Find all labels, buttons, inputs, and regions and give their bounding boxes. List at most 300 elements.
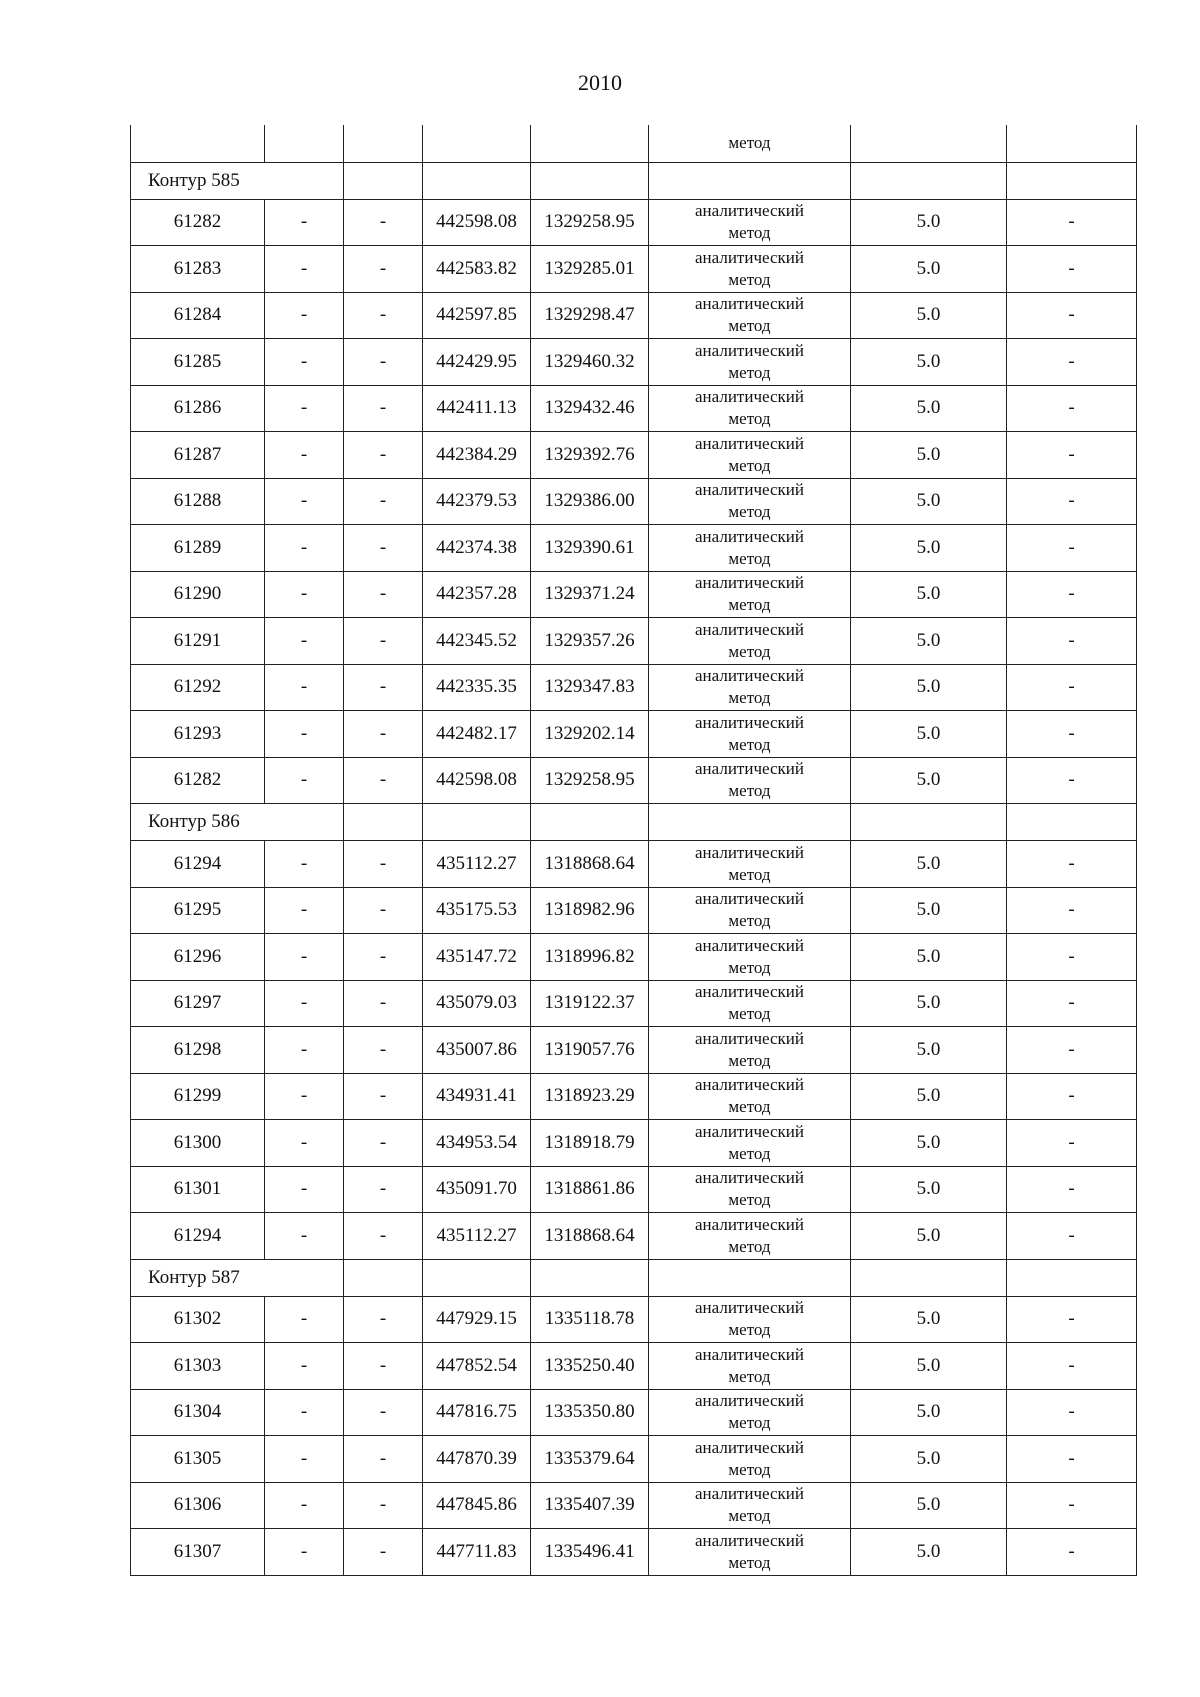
empty-dash-cell: -: [344, 571, 423, 618]
point-id-cell: 61287: [131, 432, 265, 479]
y-coordinate-cell: 1318868.64: [531, 1213, 649, 1260]
empty-dash-cell: -: [1007, 1296, 1137, 1343]
empty-dash-cell: -: [265, 1073, 344, 1120]
empty-dash-cell: -: [1007, 246, 1137, 293]
empty-dash-cell: -: [344, 246, 423, 293]
method-line-1: аналитический: [695, 1391, 804, 1411]
y-coordinate-cell: 1329285.01: [531, 246, 649, 293]
method-line-2: метод: [728, 1004, 771, 1024]
method-line-1: аналитический: [695, 1344, 804, 1364]
point-id-cell: 61288: [131, 478, 265, 525]
x-coordinate-cell: 442357.28: [423, 571, 531, 618]
empty-dash-cell: -: [344, 432, 423, 479]
empty-dash-cell: -: [1007, 1482, 1137, 1529]
empty-dash-cell: -: [265, 1389, 344, 1436]
method-line-2: метод: [728, 455, 771, 475]
accuracy-cell: 5.0: [851, 618, 1007, 665]
method-cell: [649, 1436, 851, 1483]
method-line-2: метод: [728, 957, 771, 977]
accuracy-cell: 5.0: [851, 1389, 1007, 1436]
empty-dash-cell: -: [344, 478, 423, 525]
empty-dash-cell: -: [344, 339, 423, 386]
contour-header-row: [131, 1259, 1137, 1296]
y-coordinate-cell: 1335496.41: [531, 1529, 649, 1576]
x-coordinate-cell: 442345.52: [423, 618, 531, 665]
x-coordinate-cell: 435079.03: [423, 980, 531, 1027]
accuracy-cell: 5.0: [851, 1027, 1007, 1074]
method-line-2: метод: [728, 1506, 771, 1526]
method-line-1: аналитический: [695, 1168, 804, 1188]
x-coordinate-cell: 442597.85: [423, 292, 531, 339]
point-id-cell: 61285: [131, 339, 265, 386]
table-row: [131, 841, 1137, 888]
method-line-1: аналитический: [695, 340, 804, 360]
point-id-cell: 61300: [131, 1120, 265, 1167]
table-row: [131, 664, 1137, 711]
empty-dash-cell: -: [1007, 1343, 1137, 1390]
method-cell: [649, 934, 851, 981]
x-coordinate-cell: 447845.86: [423, 1482, 531, 1529]
empty-dash-cell: -: [1007, 664, 1137, 711]
method-line-1: аналитический: [695, 573, 804, 593]
point-id-cell: 61295: [131, 887, 265, 934]
y-coordinate-cell: 1329202.14: [531, 711, 649, 758]
x-coordinate-cell: 442598.08: [423, 199, 531, 246]
method-line-1: аналитический: [695, 294, 804, 314]
method-line-2: метод: [728, 362, 771, 382]
y-coordinate-cell: 1319122.37: [531, 980, 649, 1027]
empty-dash-cell: -: [265, 292, 344, 339]
table-row: [131, 1343, 1137, 1390]
point-id-cell: 61292: [131, 664, 265, 711]
method-cell: [649, 199, 851, 246]
method-line-2: метод: [728, 1050, 771, 1070]
y-coordinate-cell: 1329371.24: [531, 571, 649, 618]
method-line-1: аналитический: [695, 1484, 804, 1504]
table-row: [131, 1296, 1137, 1343]
empty-dash-cell: -: [265, 1213, 344, 1260]
method-line-2: метод: [728, 595, 771, 615]
y-coordinate-cell: 1318996.82: [531, 934, 649, 981]
table-row: [131, 292, 1137, 339]
empty-dash-cell: -: [1007, 478, 1137, 525]
empty-dash-cell: -: [265, 525, 344, 572]
table-row: [131, 525, 1137, 572]
method-cell: [649, 1529, 851, 1576]
point-id-cell: 61298: [131, 1027, 265, 1074]
method-line-1: аналитический: [695, 247, 804, 267]
accuracy-cell: 5.0: [851, 757, 1007, 804]
accuracy-cell: 5.0: [851, 385, 1007, 432]
point-id-cell: 61289: [131, 525, 265, 572]
method-cell: [649, 1166, 851, 1213]
point-id-cell: 61294: [131, 1213, 265, 1260]
accuracy-cell: 5.0: [851, 571, 1007, 618]
empty-dash-cell: -: [1007, 1213, 1137, 1260]
empty-dash-cell: -: [344, 757, 423, 804]
x-coordinate-cell: 442598.08: [423, 757, 531, 804]
y-coordinate-cell: 1318982.96: [531, 887, 649, 934]
y-coordinate-cell: 1318923.29: [531, 1073, 649, 1120]
empty-dash-cell: -: [1007, 432, 1137, 479]
table-row: [131, 1073, 1137, 1120]
y-coordinate-cell: 1329390.61: [531, 525, 649, 572]
x-coordinate-cell: 447816.75: [423, 1389, 531, 1436]
empty-dash-cell: -: [265, 385, 344, 432]
x-coordinate-cell: 434953.54: [423, 1120, 531, 1167]
empty-dash-cell: -: [265, 1120, 344, 1167]
empty-dash-cell: -: [1007, 1529, 1137, 1576]
method-line-2: метод: [728, 548, 771, 568]
x-coordinate-cell: 435175.53: [423, 887, 531, 934]
point-id-cell: 61303: [131, 1343, 265, 1390]
method-line-2: метод: [728, 316, 771, 336]
method-line-1: аналитический: [695, 1075, 804, 1095]
empty-dash-cell: -: [344, 1027, 423, 1074]
method-cell: [649, 1073, 851, 1120]
y-coordinate-cell: 1329392.76: [531, 432, 649, 479]
x-coordinate-cell: 447929.15: [423, 1296, 531, 1343]
method-line-2: метод: [728, 1236, 771, 1256]
point-id-cell: 61283: [131, 246, 265, 293]
table-row: [131, 980, 1137, 1027]
accuracy-cell: 5.0: [851, 1073, 1007, 1120]
empty-dash-cell: -: [1007, 1166, 1137, 1213]
method-cell: [649, 1343, 851, 1390]
table-row: [131, 1120, 1137, 1167]
method-line-2: метод: [728, 269, 771, 289]
coordinates-table: [130, 125, 1137, 1576]
x-coordinate-cell: 442482.17: [423, 711, 531, 758]
empty-dash-cell: -: [1007, 525, 1137, 572]
empty-dash-cell: -: [344, 1389, 423, 1436]
table-row: [131, 339, 1137, 386]
method-cell: [649, 432, 851, 479]
method-line-2: метод: [728, 1459, 771, 1479]
empty-dash-cell: -: [344, 1166, 423, 1213]
method-line-1: аналитический: [695, 1121, 804, 1141]
method-cell-continued: метод: [649, 125, 851, 162]
method-line-1: аналитический: [695, 480, 804, 500]
method-line-2: метод: [728, 1143, 771, 1163]
y-coordinate-cell: 1335118.78: [531, 1296, 649, 1343]
accuracy-cell: 5.0: [851, 1482, 1007, 1529]
empty-dash-cell: -: [344, 1482, 423, 1529]
empty-dash-cell: -: [265, 664, 344, 711]
empty-dash-cell: -: [344, 980, 423, 1027]
point-id-cell: 61306: [131, 1482, 265, 1529]
y-coordinate-cell: 1329386.00: [531, 478, 649, 525]
accuracy-cell: 5.0: [851, 525, 1007, 572]
empty-dash-cell: -: [1007, 1027, 1137, 1074]
empty-dash-cell: -: [344, 525, 423, 572]
empty-dash-cell: -: [1007, 757, 1137, 804]
method-cell: [649, 711, 851, 758]
accuracy-cell: 5.0: [851, 1343, 1007, 1390]
empty-dash-cell: -: [344, 199, 423, 246]
accuracy-cell: 5.0: [851, 1436, 1007, 1483]
x-coordinate-cell: 442583.82: [423, 246, 531, 293]
empty-dash-cell: -: [1007, 934, 1137, 981]
y-coordinate-cell: 1329258.95: [531, 199, 649, 246]
method-cell: [649, 1027, 851, 1074]
empty-dash-cell: -: [265, 1296, 344, 1343]
point-id-cell: 61304: [131, 1389, 265, 1436]
x-coordinate-cell: 442384.29: [423, 432, 531, 479]
method-cell: [649, 887, 851, 934]
x-coordinate-cell: 442429.95: [423, 339, 531, 386]
method-line-1: аналитический: [695, 1530, 804, 1550]
table-row: [131, 1027, 1137, 1074]
method-line-2: метод: [728, 734, 771, 754]
method-line-1: аналитический: [695, 982, 804, 1002]
point-id-cell: 61301: [131, 1166, 265, 1213]
empty-dash-cell: -: [1007, 199, 1137, 246]
x-coordinate-cell: 435147.72: [423, 934, 531, 981]
point-id-cell: 61290: [131, 571, 265, 618]
empty-dash-cell: -: [344, 1343, 423, 1390]
y-coordinate-cell: 1318861.86: [531, 1166, 649, 1213]
accuracy-cell: 5.0: [851, 292, 1007, 339]
empty-dash-cell: -: [265, 1436, 344, 1483]
method-cell: [649, 385, 851, 432]
table-row: [131, 934, 1137, 981]
accuracy-cell: 5.0: [851, 1296, 1007, 1343]
empty-dash-cell: -: [1007, 841, 1137, 888]
table-row: [131, 1166, 1137, 1213]
empty-dash-cell: -: [1007, 1389, 1137, 1436]
method-line-1: аналитический: [695, 889, 804, 909]
method-line-2: метод: [728, 502, 771, 522]
empty-dash-cell: -: [265, 1529, 344, 1576]
contour-label: Контур 587: [131, 1259, 344, 1296]
empty-dash-cell: -: [344, 1296, 423, 1343]
table-body: [131, 125, 1137, 1575]
method-cell: [649, 1389, 851, 1436]
table-row-continued: [131, 125, 1137, 162]
y-coordinate-cell: 1318918.79: [531, 1120, 649, 1167]
empty-dash-cell: -: [1007, 887, 1137, 934]
empty-dash-cell: -: [1007, 571, 1137, 618]
method-cell: [649, 1296, 851, 1343]
empty-dash-cell: -: [265, 478, 344, 525]
x-coordinate-cell: 435112.27: [423, 1213, 531, 1260]
table-row: [131, 571, 1137, 618]
method-line-2: метод: [728, 1190, 771, 1210]
empty-dash-cell: -: [1007, 1073, 1137, 1120]
empty-dash-cell: -: [265, 980, 344, 1027]
empty-dash-cell: -: [344, 292, 423, 339]
empty-dash-cell: -: [1007, 711, 1137, 758]
accuracy-cell: 5.0: [851, 980, 1007, 1027]
empty-dash-cell: -: [1007, 1436, 1137, 1483]
method-line-1: аналитический: [695, 526, 804, 546]
empty-dash-cell: -: [1007, 339, 1137, 386]
empty-dash-cell: -: [344, 1436, 423, 1483]
x-coordinate-cell: 435007.86: [423, 1027, 531, 1074]
x-coordinate-cell: 442374.38: [423, 525, 531, 572]
empty-dash-cell: -: [265, 1482, 344, 1529]
empty-dash-cell: -: [344, 1073, 423, 1120]
x-coordinate-cell: 447711.83: [423, 1529, 531, 1576]
point-id-cell: 61302: [131, 1296, 265, 1343]
empty-dash-cell: -: [344, 711, 423, 758]
table-row: [131, 1482, 1137, 1529]
method-line-2: метод: [728, 1366, 771, 1386]
accuracy-cell: 5.0: [851, 841, 1007, 888]
accuracy-cell: 5.0: [851, 432, 1007, 479]
contour-label: Контур 586: [131, 804, 344, 841]
contour-label: Контур 585: [131, 162, 344, 199]
point-id-cell: 61299: [131, 1073, 265, 1120]
contour-header-row: [131, 804, 1137, 841]
y-coordinate-cell: 1335407.39: [531, 1482, 649, 1529]
method-line-2: метод: [728, 1097, 771, 1117]
empty-dash-cell: -: [1007, 1120, 1137, 1167]
y-coordinate-cell: 1318868.64: [531, 841, 649, 888]
method-cell: [649, 757, 851, 804]
table-row: [131, 478, 1137, 525]
method-cell: [649, 339, 851, 386]
accuracy-cell: 5.0: [851, 246, 1007, 293]
empty-dash-cell: -: [265, 339, 344, 386]
table-row: [131, 618, 1137, 665]
empty-dash-cell: -: [265, 841, 344, 888]
x-coordinate-cell: 447852.54: [423, 1343, 531, 1390]
method-line-2: метод: [728, 864, 771, 884]
method-line-2: метод: [728, 781, 771, 801]
accuracy-cell: 5.0: [851, 199, 1007, 246]
method-line-2: метод: [728, 409, 771, 429]
method-line-2: метод: [728, 1413, 771, 1433]
x-coordinate-cell: 435091.70: [423, 1166, 531, 1213]
method-line-1: аналитический: [695, 759, 804, 779]
method-line-1: аналитический: [695, 433, 804, 453]
point-id-cell: 61284: [131, 292, 265, 339]
y-coordinate-cell: 1335350.80: [531, 1389, 649, 1436]
method-line-2: метод: [728, 641, 771, 661]
table-row: [131, 385, 1137, 432]
method-cell: [649, 841, 851, 888]
method-line-2: метод: [728, 688, 771, 708]
method-line-1: аналитический: [695, 1028, 804, 1048]
accuracy-cell: 5.0: [851, 664, 1007, 711]
table-row: [131, 711, 1137, 758]
point-id-cell: 61294: [131, 841, 265, 888]
y-coordinate-cell: 1319057.76: [531, 1027, 649, 1074]
x-coordinate-cell: 434931.41: [423, 1073, 531, 1120]
empty-dash-cell: -: [344, 1529, 423, 1576]
point-id-cell: 61293: [131, 711, 265, 758]
method-line-1: аналитический: [695, 1214, 804, 1234]
method-line-1: аналитический: [695, 619, 804, 639]
y-coordinate-cell: 1329298.47: [531, 292, 649, 339]
y-coordinate-cell: 1329357.26: [531, 618, 649, 665]
empty-dash-cell: -: [344, 618, 423, 665]
method-line-2: метод: [728, 1552, 771, 1572]
empty-dash-cell: -: [344, 1120, 423, 1167]
method-cell: [649, 292, 851, 339]
method-line-2: метод: [728, 223, 771, 243]
empty-dash-cell: -: [344, 385, 423, 432]
method-cell: [649, 571, 851, 618]
y-coordinate-cell: 1329460.32: [531, 339, 649, 386]
empty-dash-cell: -: [265, 887, 344, 934]
method-cell: [649, 1213, 851, 1260]
accuracy-cell: 5.0: [851, 1120, 1007, 1167]
method-line-1: аналитический: [695, 1437, 804, 1457]
method-cell: [649, 246, 851, 293]
table-row: [131, 246, 1137, 293]
table-row: [131, 432, 1137, 479]
accuracy-cell: 5.0: [851, 934, 1007, 981]
accuracy-cell: 5.0: [851, 887, 1007, 934]
contour-header-row: [131, 162, 1137, 199]
table-row: [131, 1213, 1137, 1260]
accuracy-cell: 5.0: [851, 478, 1007, 525]
empty-dash-cell: -: [265, 711, 344, 758]
empty-dash-cell: -: [344, 934, 423, 981]
point-id-cell: 61282: [131, 199, 265, 246]
accuracy-cell: 5.0: [851, 1166, 1007, 1213]
empty-dash-cell: -: [265, 246, 344, 293]
empty-dash-cell: -: [265, 432, 344, 479]
accuracy-cell: 5.0: [851, 339, 1007, 386]
method-line-1: аналитический: [695, 387, 804, 407]
point-id-cell: 61307: [131, 1529, 265, 1576]
method-line-1: аналитический: [695, 201, 804, 221]
point-id-cell: 61297: [131, 980, 265, 1027]
empty-dash-cell: -: [265, 618, 344, 665]
method-cell: [649, 478, 851, 525]
accuracy-cell: 5.0: [851, 1213, 1007, 1260]
method-cell: [649, 1482, 851, 1529]
method-line-1: аналитический: [695, 935, 804, 955]
point-id-cell: 61296: [131, 934, 265, 981]
y-coordinate-cell: 1335250.40: [531, 1343, 649, 1390]
empty-dash-cell: -: [265, 199, 344, 246]
point-id-cell: 61282: [131, 757, 265, 804]
empty-dash-cell: -: [1007, 292, 1137, 339]
method-line-2: метод: [728, 911, 771, 931]
table-row: [131, 199, 1137, 246]
method-line-1: аналитический: [695, 712, 804, 732]
table-row: [131, 1436, 1137, 1483]
point-id-cell: 61291: [131, 618, 265, 665]
empty-dash-cell: -: [1007, 618, 1137, 665]
x-coordinate-cell: 442379.53: [423, 478, 531, 525]
method-cell: [649, 1120, 851, 1167]
empty-dash-cell: -: [265, 571, 344, 618]
method-line-2: метод: [728, 1320, 771, 1340]
y-coordinate-cell: 1329258.95: [531, 757, 649, 804]
method-line-1: аналитический: [695, 842, 804, 862]
point-id-cell: 61305: [131, 1436, 265, 1483]
point-id-cell: 61286: [131, 385, 265, 432]
x-coordinate-cell: 442411.13: [423, 385, 531, 432]
method-cell: [649, 618, 851, 665]
method-line-1: аналитический: [695, 1298, 804, 1318]
table-row: [131, 1389, 1137, 1436]
empty-dash-cell: -: [265, 1343, 344, 1390]
empty-dash-cell: -: [344, 841, 423, 888]
accuracy-cell: 5.0: [851, 1529, 1007, 1576]
empty-dash-cell: -: [265, 1027, 344, 1074]
method-cell: [649, 664, 851, 711]
x-coordinate-cell: 442335.35: [423, 664, 531, 711]
x-coordinate-cell: 447870.39: [423, 1436, 531, 1483]
table-row: [131, 757, 1137, 804]
